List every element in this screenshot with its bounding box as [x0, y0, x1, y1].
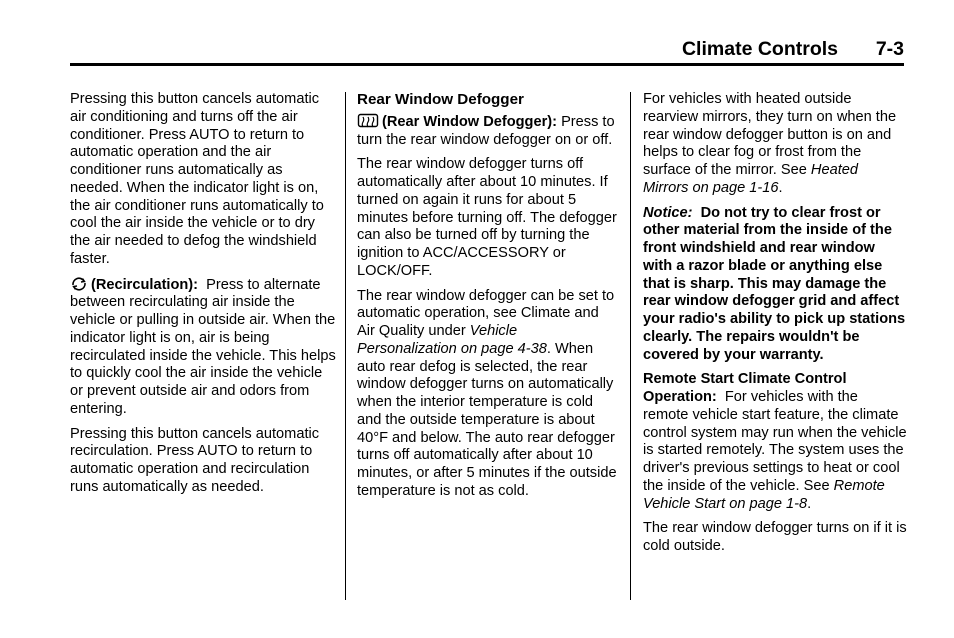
paragraph: Pressing this button cancels automatic recirculation. Press AUTO to return to automatic operation and recirculation runs automatically as needed. — [70, 425, 320, 495]
paragraph — [70, 276, 338, 419]
paragraph-text: . — [807, 495, 812, 512]
paragraph-text: . When auto rear defog is selected, the rear window defogger turns on automatically when the interior temperature is cold and the outside temperature is about 40°F and below. The auto rear defogger turns off automatically after about 10 minutes, or after 5 minutes if the outside temperature is not as cold. — [357, 340, 617, 499]
column-right — [643, 91, 907, 563]
paragraph-text: For vehicles with the remote vehicle start feature, the climate control system may run when the vehicle is started remotely. The system uses the driver's previous settings to heat or cool the inside of the vehicle. See — [643, 389, 907, 494]
paragraph — [643, 371, 907, 513]
paragraph: Pressing this button cancels automatic air conditioning and turns off the air conditioner. Press AUTO to return to automatic operation and the air conditioner runs automatically as needed. When the indicator light is on, the air conditioner runs automatically to cool the air inside the vehicle or to dry the air needed to defog the windshield faster. — [70, 91, 324, 267]
section-heading: Rear Window Defogger — [357, 91, 524, 108]
cross-reference: Heated Mirrors on page 1-16 — [643, 162, 858, 196]
remote-start-label: Remote Start Climate Control Operation: — [643, 371, 847, 405]
paragraph: The rear window defogger turns on if it is cold outside. — [643, 520, 907, 554]
paragraph: The rear window defogger turns off automatically after about 10 minutes. If turned on again it runs for about 5 minutes before turning off. The defogger can also be turned off by turning the ignition to ACC/ACCESSORY or LOCK/OFF. — [357, 156, 617, 279]
page-header — [70, 36, 904, 64]
notice-text: Do not try to clear frost or other material from the inside of the front windshield and rear window with a razor blade or anything else that is sharp. This may damage the rear window defogger grid and affect your radio's ability to pick up stations clearly. The repairs wouldn't be covered by your warranty. — [643, 204, 906, 363]
page-title: Climate Controls — [681, 38, 838, 60]
paragraph — [357, 113, 619, 150]
recirculation-label: (Recirculation): — [91, 276, 199, 293]
paragraph — [643, 91, 907, 198]
page-number: 7-3 — [875, 38, 904, 60]
notice-paragraph — [643, 205, 907, 365]
recirculation-icon — [70, 276, 88, 292]
recirculation-text: Press to alternate between recirculating air inside the vehicle or pulling in outside air. When the indicator light is on, air is being recirculated inside the vehicle. This helps to quickly cool the air inside the vehicle or prevent outside air and odors from entering. — [70, 276, 336, 417]
cross-reference: Remote Vehicle Start on page 1-8 — [643, 477, 885, 512]
header-rule — [70, 63, 904, 66]
defogger-label: (Rear Window Defogger): — [382, 113, 557, 130]
column-middle — [357, 91, 619, 508]
defogger-text: Press to turn the rear window defogger on or off. — [357, 113, 615, 148]
paragraph-text: For vehicles with heated outside rearview mirrors, they turn on when the rear window defogger button is on and helps to clear fog or frost from the surface of the mirror. See — [643, 91, 897, 178]
paragraph-text: The rear window defogger can be set to automatic operation, see Climate and Air Quality under — [357, 287, 615, 339]
rear-defogger-icon — [357, 113, 379, 129]
paragraph — [357, 288, 619, 501]
column-divider — [630, 92, 631, 600]
column-left — [70, 91, 338, 504]
notice-label: Notice: — [643, 204, 693, 221]
paragraph-text: . — [778, 179, 783, 196]
cross-reference: Vehicle Personalization on page 4-38 — [357, 323, 547, 357]
column-divider — [345, 92, 346, 600]
